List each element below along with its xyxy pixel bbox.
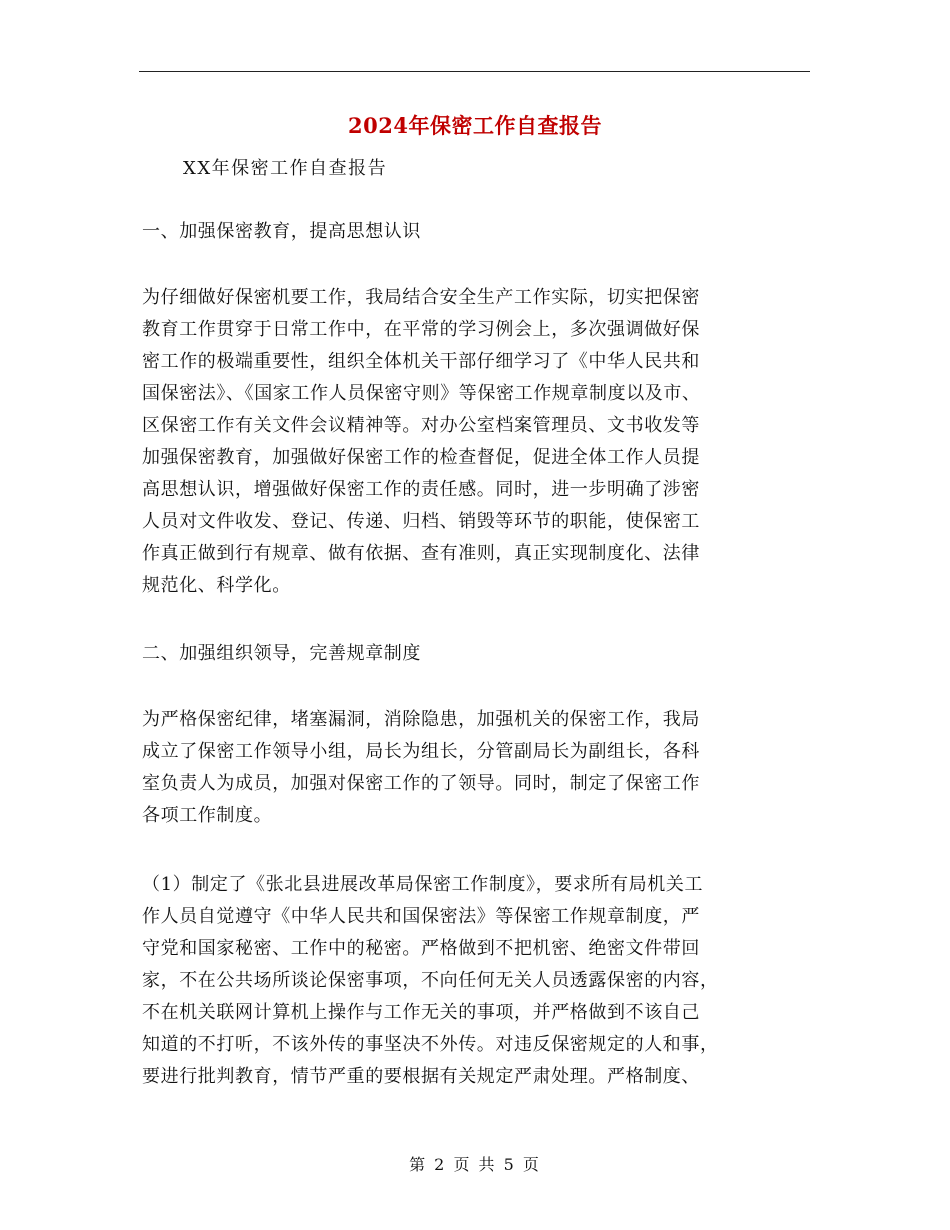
heading-line: 一、加强保密教育，提高思想认识 (142, 221, 421, 242)
header-rule (139, 71, 810, 72)
paragraph-line: 要进行批判教育，情节严重的要根据有关规定严肃处理。严格制度、 (142, 1066, 700, 1087)
paragraph-line: 各项工作制度。 (142, 805, 273, 826)
paragraph-line: 人员对文件收发、登记、传递、归档、销毁等环节的职能，使保密工 (142, 511, 700, 532)
paragraph-line: 成立了保密工作领导小组，局长为组长，分管副局长为副组长，各科 (142, 741, 700, 762)
paragraph-line: 守党和国家秘密、工作中的秘密。严格做到不把机密、绝密文件带回 (142, 938, 700, 959)
paragraph-line: 作人员自觉遵守《中华人民共和国保密法》等保密工作规章制度，严 (142, 906, 700, 927)
section-heading-1 (142, 216, 812, 248)
paragraph-line: 规范化、科学化。 (142, 575, 291, 596)
heading-line: 二、加强组织领导，完善规章制度 (142, 643, 421, 664)
paragraph-line: 高思想认识，增强做好保密工作的责任感。同时，进一步明确了涉密 (142, 479, 700, 500)
section-heading-2 (142, 638, 812, 670)
paragraph-line: 为仔细做好保密机要工作，我局结合安全生产工作实际，切实把保密 (142, 287, 700, 308)
document-title: 2024年保密工作自查报告 (348, 113, 602, 138)
paragraph-line: 知道的不打听，不该外传的事坚决不外传。对违反保密规定的人和事， (142, 1034, 719, 1055)
paragraph-line: 为严格保密纪律，堵塞漏洞，消除隐患，加强机关的保密工作，我局 (142, 709, 700, 730)
paragraph-line: 教育工作贯穿于日常工作中，在平常的学习例会上，多次强调做好保 (142, 319, 700, 340)
paragraph-line: 作真正做到行有规章、做有依据、查有准则，真正实现制度化、法律 (142, 543, 700, 564)
paragraph-line: 加强保密教育，加强做好保密工作的检查督促，促进全体工作人员提 (142, 447, 700, 468)
paragraph-line: 区保密工作有关文件会议精神等。对办公室档案管理员、文书收发等 (142, 415, 700, 436)
page-number: 第 2 页 共 5 页 (409, 1155, 541, 1174)
paragraph-line: 室负责人为成员，加强对保密工作的了领导。同时，制定了保密工作 (142, 773, 700, 794)
document-subtitle: XX年保密工作自查报告 (183, 158, 388, 179)
paragraph-line: （1）制定了《张北县进展改革局保密工作制度》，要求所有局机关工 (142, 874, 704, 895)
paragraph-line: 不在机关联网计算机上操作与工作无关的事项，并严格做到不该自己 (142, 1002, 700, 1023)
paragraph-line: 家，不在公共场所谈论保密事项，不向任何无关人员透露保密的内容， (142, 970, 719, 991)
paragraph-2 (142, 704, 812, 832)
paragraph-3 (142, 869, 812, 1093)
paragraph-line: 国保密法》、《国家工作人员保密守则》等保密工作规章制度以及市、 (142, 383, 701, 404)
paragraph-1 (142, 282, 812, 602)
paragraph-line: 密工作的极端重要性，组织全体机关干部仔细学习了《中华人民共和 (142, 351, 700, 372)
